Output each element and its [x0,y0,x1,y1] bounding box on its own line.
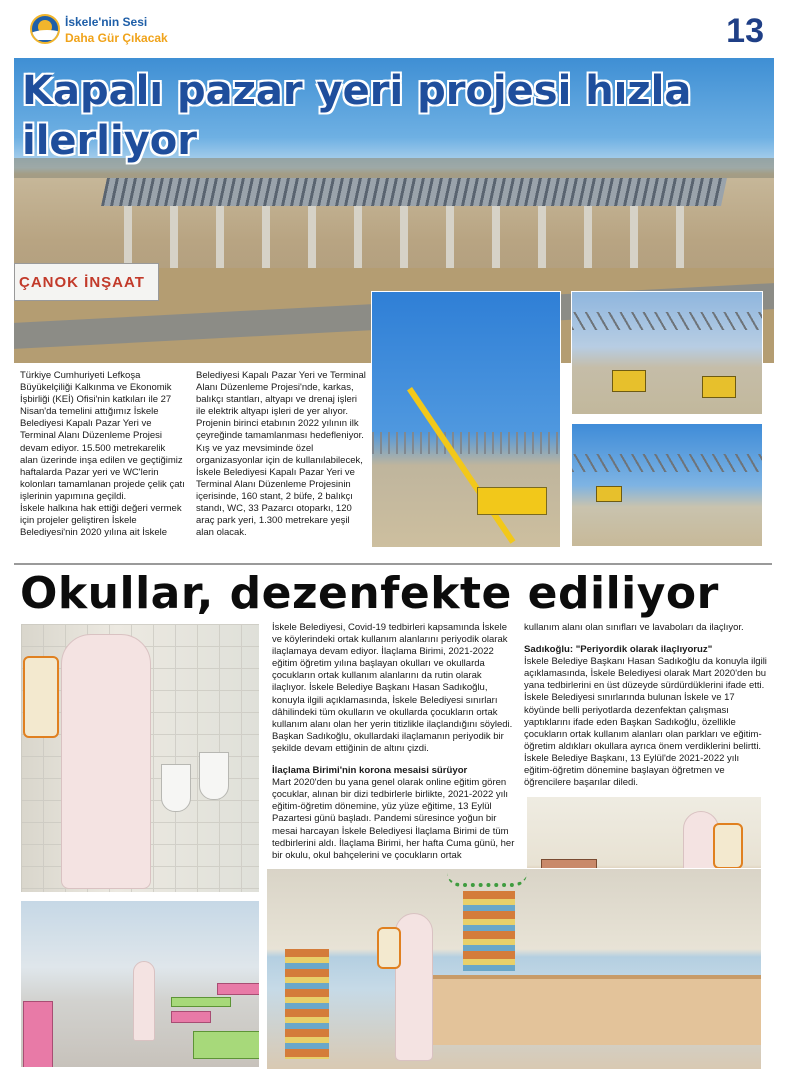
page-number: 13 [726,12,764,50]
crane-boom [407,387,515,544]
article2-paragraph: kullanım alanı olan sınıfları ve lavaboları da ilaçlıyor. [524,622,744,633]
article1-paragraph: Türkiye Cumhuriyeti Lefkoşa Büyükelçiliği Kalkınma ve Ekonomik İşbirliği (KEİ) Ofisi'nin katkıları ile 27 Nisan'da temelini attığımız İskele Belediyesi Kapalı Pazar Yeri ve Terminal Alanı Düzenleme Projesi devam ediyor. 15.500 metrekarelik alan üzerinde inşa edilen ve geçtiğimiz haftalarda Pazar yeri ve WC'lerin kolonları tamamlanan projede çelik çatı işlerinin yapımına geçildi. [20,370,185,502]
shop-counter [427,975,762,1045]
article1-headline: Kapalı pazar yeri projesi hızla ilerliyor [22,68,692,164]
article1-paragraph: İskele halkına hak ettiği değeri vermek için projeler geliştiren İskele Belediyesi'nin 2020 yılına ait İskele [20,503,182,539]
article1-paragraph: Belediyesi Kapalı Pazar Yeri ve Terminal Alanı Düzenleme Projesi'nde, karkas, balıkçı stantları, altyapı ve drenaj işleri ile elektrik altyapı işleri de yer alıyor. Projenin birinci etabının 2022 yılının ilk çeyreğinde tamamlanması hedefleniyor. [196,370,366,442]
brand-slogan-line1: İskele'nin Sesi [65,15,148,29]
crane-photo [371,291,561,548]
school-canteen-disinfection-photo [266,868,762,1070]
article2-paragraph: İskele Belediye Başkanı Hasan Sadıkoğlu da konuyla ilgili açıklamasında, İskele Belediyesi olarak Mart 2020'den bu yana tedbirlerini en üst düzeyde sürdürdüklerini ifade etti. İskele Belediyesi sınırlarında bulunan İskele ve 17 köyünde belli periyotlarda dezenfektan çalışması yaptıklarını ifade eden Başkan Sadıkoğlu, özellikle çocukların ortak kullanım alanları olan parkları ve eğitim-öğretim aldıkları okullara ayrıca önem verdiklerini belirtti. İskele Belediye Başkanı, 13 Eylül'de 2021-2022 yılı eğitim-öğretim dönemine başlayan öğretmen ve öğrencilere başarılar diledi. [524,656,767,789]
article2-paragraph: Mart 2020'den bu yana genel olarak online eğitim gören çocuklar, alınan bir dizi tedbirlerle birlikte, 2021-2022 yılı eğitim-öğretim dönemine, yüz yüze eğitime, 13 Eylül Pazartesi günü başladı. Pandemi süresince yoğun bir mesai harcayan İskele Belediyesi İlaçlama Birimi de tüm tedbirlerini aldı. İlaçlama Birimi, her hafta Cuma günü, her bir okulu, okul bahçelerini ve çocukların ortak [272,777,515,861]
section-divider [14,563,772,565]
article2-subheading: İlaçlama Birimi'nin korona mesaisi sürüyor [272,765,468,777]
steel-roof-frame [101,178,727,206]
municipality-logo-icon [30,14,60,44]
concrete-columns [124,206,714,268]
article1-paragraph: Kış ve yaz mevsiminde özel organizasyonlar için de kullanılabilecek, İskele Belediyesi Kapalı Pazar Yeri ve Terminal Alanı Düzenleme Projesinin içerisinde, 160 stant, 2 büfe, 2 balıkçı standı, WC, 33 Pazarcı otoparkı, 120 araç park yeri, 1.300 metrekare yeşil alan olacak. [196,442,363,539]
article2-column1 [272,622,518,862]
crane-truck [477,487,547,515]
brand-slogan-line2: Daha Gür Çıkacak [65,31,168,45]
article2-column2 [524,622,768,789]
article2-headline: Okullar, dezenfekte ediliyor [20,568,719,619]
canteen-disinfection-photo [20,900,260,1068]
truck-sign: ÇANOK İNŞAAT [19,274,145,291]
article1-column1 [20,370,185,539]
sprayer-worker [61,634,151,889]
article2-paragraph: İskele Belediyesi, Covid-19 tedbirleri kapsamında İskele ve köylerindeki ortak kullanım alanlarını periyodik olarak ilaçlamaya devam ediyor. İlaçlama Birimi, 2021-2022 eğitim öğretim yılına başlayan okulları ve okullarda çocukların ortak kullanım alanlarını da rutin olarak ilaçlıyor. İskele Belediye Başkanı Hasan Sadıkoğlu, konuyla ilgili açıklamasında, İskele Belediyesi sınırları dâhilindeki tüm okulların ve okullarda çocukların ortak kullanım alanı olan her yerin titizlikle ilaçlandığını söyledi. Başkan Sadıkoğlu, okullardaki ilaçlamanın periyodik bir şekilde devam ettiğinin de altını çizdi. [272,622,513,754]
pillars-photo [571,423,763,547]
article2-subheading: Sadıkoğlu: "Periyordik olarak ilaçlıyoruz" [524,644,713,656]
article1-column2 [196,370,366,539]
restroom-disinfection-photo [20,623,260,893]
page-header [0,0,800,58]
roof-frame-photo [571,291,763,415]
construction-truck [14,263,159,301]
